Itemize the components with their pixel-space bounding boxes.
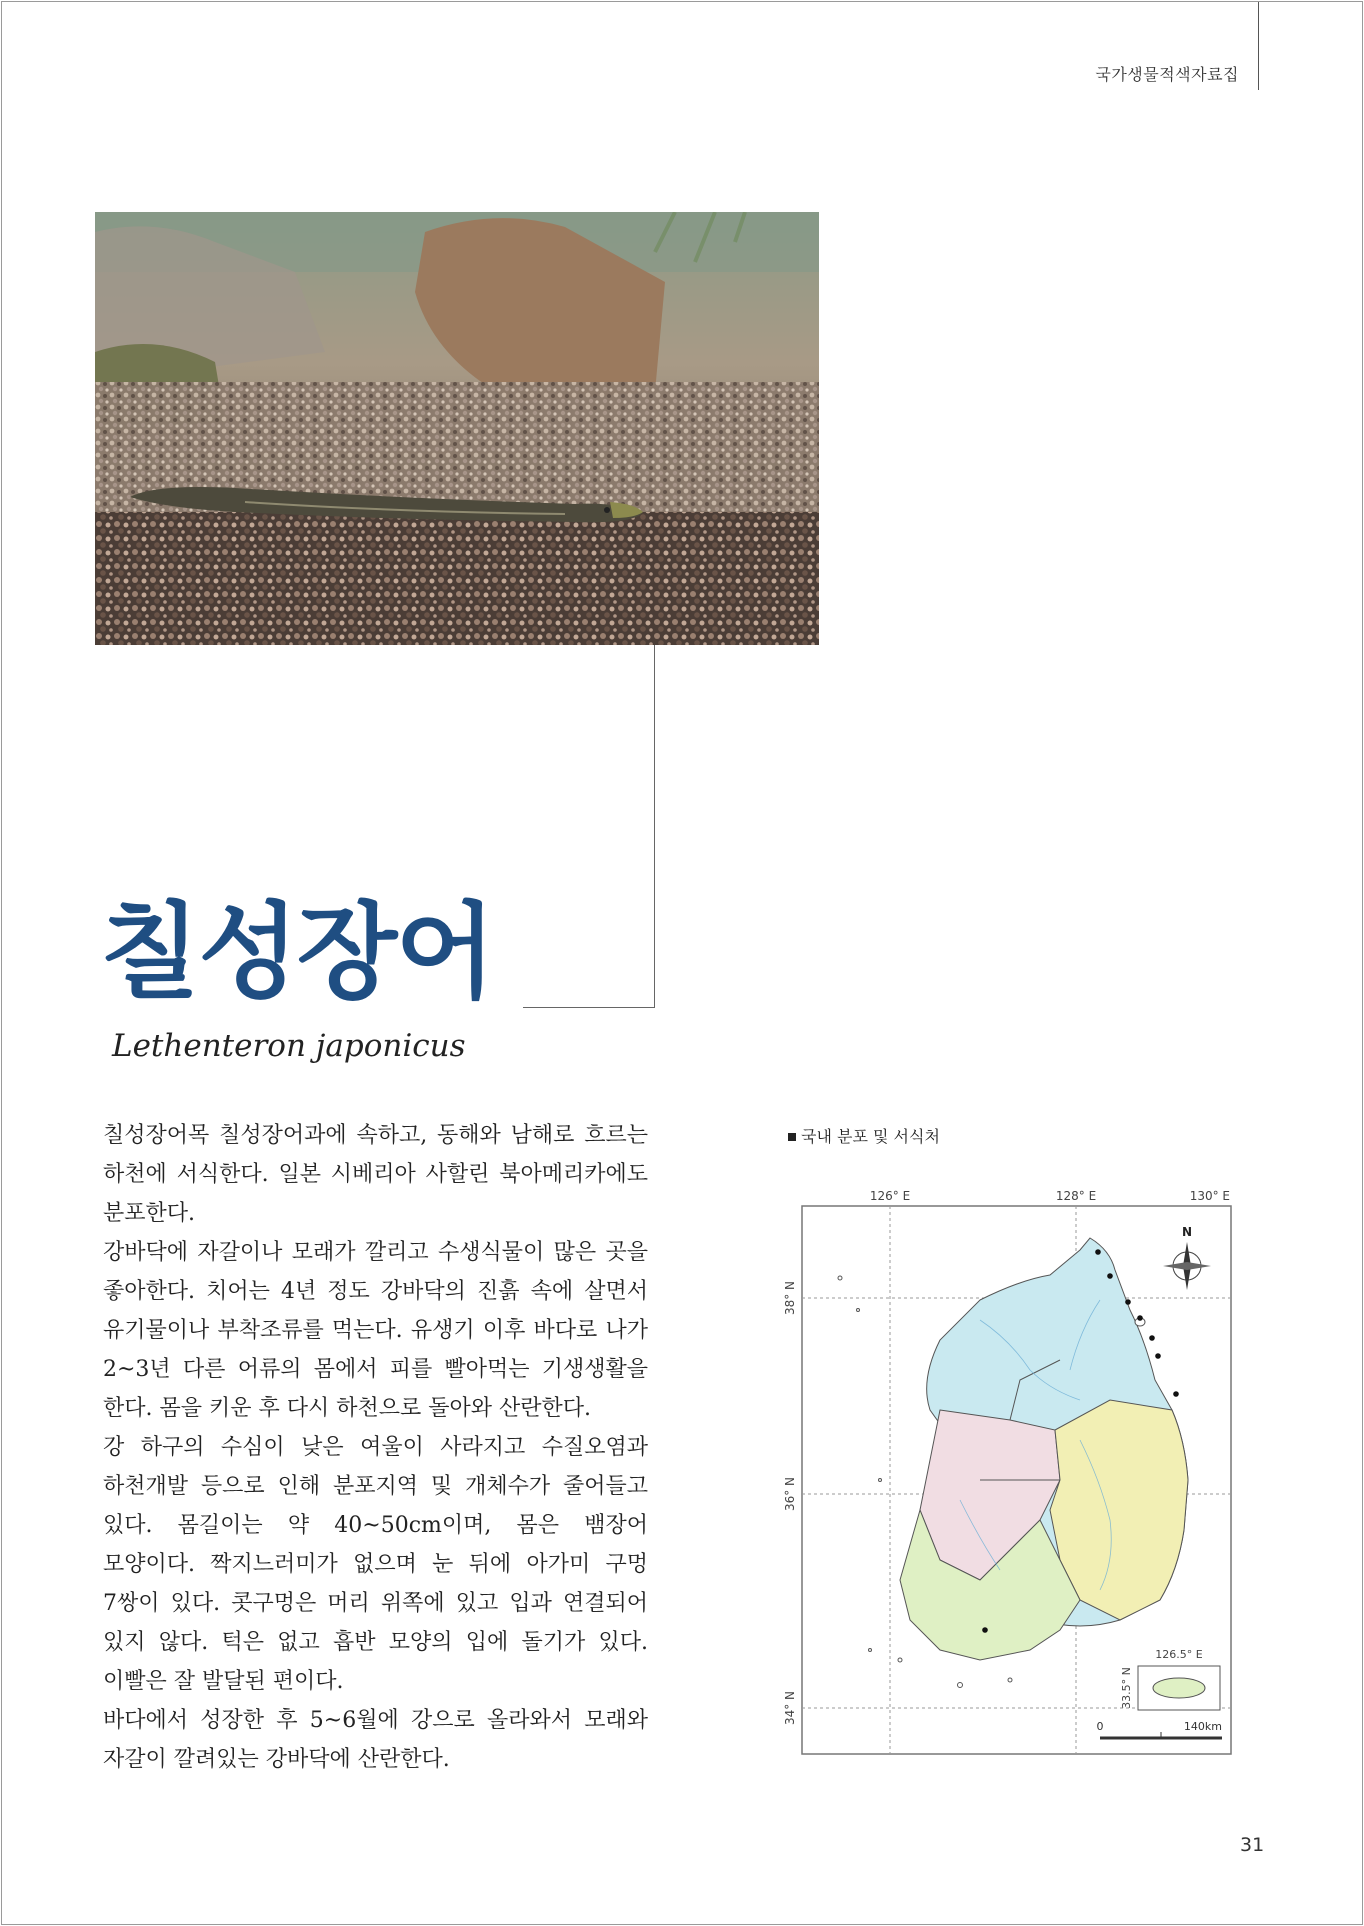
occurrence-point [1137,1315,1143,1321]
distribution-map [780,1180,1260,1760]
occurrence-point [1149,1335,1155,1341]
lat-label: 38° N [783,1280,797,1316]
description-paragraph: 강바닥에 자갈이나 모래가 깔리고 수생식물이 많은 곳을 좋아한다. 치어는 4년 정도 강바닥의 진흙 속에 살면서 유기물이나 부착조류를 먹는다. 유생기 이후 바다로 나가 2~3년 다른 어류의 몸에서 피를 빨아먹는 기생생활을 한다. 몸을 키운 후 다시 하천으로 돌아와 산란한다. [103,1240,648,1421]
page-number: 31 [1240,1834,1265,1856]
north-label: N [1181,1225,1193,1239]
scale-start-label: 0 [1096,1720,1104,1733]
header-rule [1258,2,1259,90]
scale-end-label: 140km [1183,1720,1222,1733]
publication-title: 국가생물적색자료집 [1095,65,1239,84]
occurrence-point [1173,1391,1179,1397]
inset-lon-label: 126.5° E [1155,1648,1203,1661]
occurrence-point [982,1627,988,1633]
occurrence-point [1155,1353,1161,1359]
description-paragraph: 강 하구의 수심이 낮은 여울이 사라지고 수질오염과 하천개발 등으로 인해 분포지역 및 개체수가 줄어들고 있다. 몸길이는 약 40~50cm이며, 몸은 뱀장어 모양이다. 짝지느러미가 없으며 눈 뒤에 아가미 구멍 7쌍이 있다. 콧구멍은 머리 위쪽에 있고 입과 연결되어 있지 않다. 턱은 없고 흡반 모양의 입에 돌기가 있다. 이빨은 잘 발달된 편이다. [103,1435,648,1694]
map-caption [788,1124,940,1147]
leader-line-horizontal [523,1007,655,1008]
species-photo-image [95,212,819,645]
inset-lat-label: 33.5° N [1120,1667,1133,1709]
species-photo [95,212,819,645]
occurrence-point [1095,1249,1101,1255]
lon-label: 130° E [1189,1189,1230,1203]
description-paragraph: 칠성장어목 칠성장어과에 속하고, 동해와 남해로 흐르는 하천에 서식한다. 일본 시베리아 사할린 북아메리카에도 분포한다. [103,1123,648,1226]
square-bullet-icon [788,1133,796,1141]
description-paragraph: 바다에서 성장한 후 5~6월에 강으로 올라와서 모래와 자갈이 깔려있는 강바닥에 산란한다. [103,1708,648,1772]
species-description [103,1116,648,1779]
lon-label: 128° E [1055,1189,1097,1203]
lat-label: 34° N [783,1690,797,1726]
lon-label: 126° E [869,1189,911,1203]
lat-label: 36° N [783,1476,797,1512]
leader-line-vertical [654,645,655,1008]
distribution-map-graphic [780,1180,1260,1760]
map-caption-text: 국내 분포 및 서식처 [801,1127,940,1146]
species-name-scientific: Lethenteron japonicus [112,1028,466,1064]
occurrence-point [1125,1299,1131,1305]
species-name-korean: 칠성장어 [100,891,494,1013]
occurrence-point [1107,1273,1113,1279]
